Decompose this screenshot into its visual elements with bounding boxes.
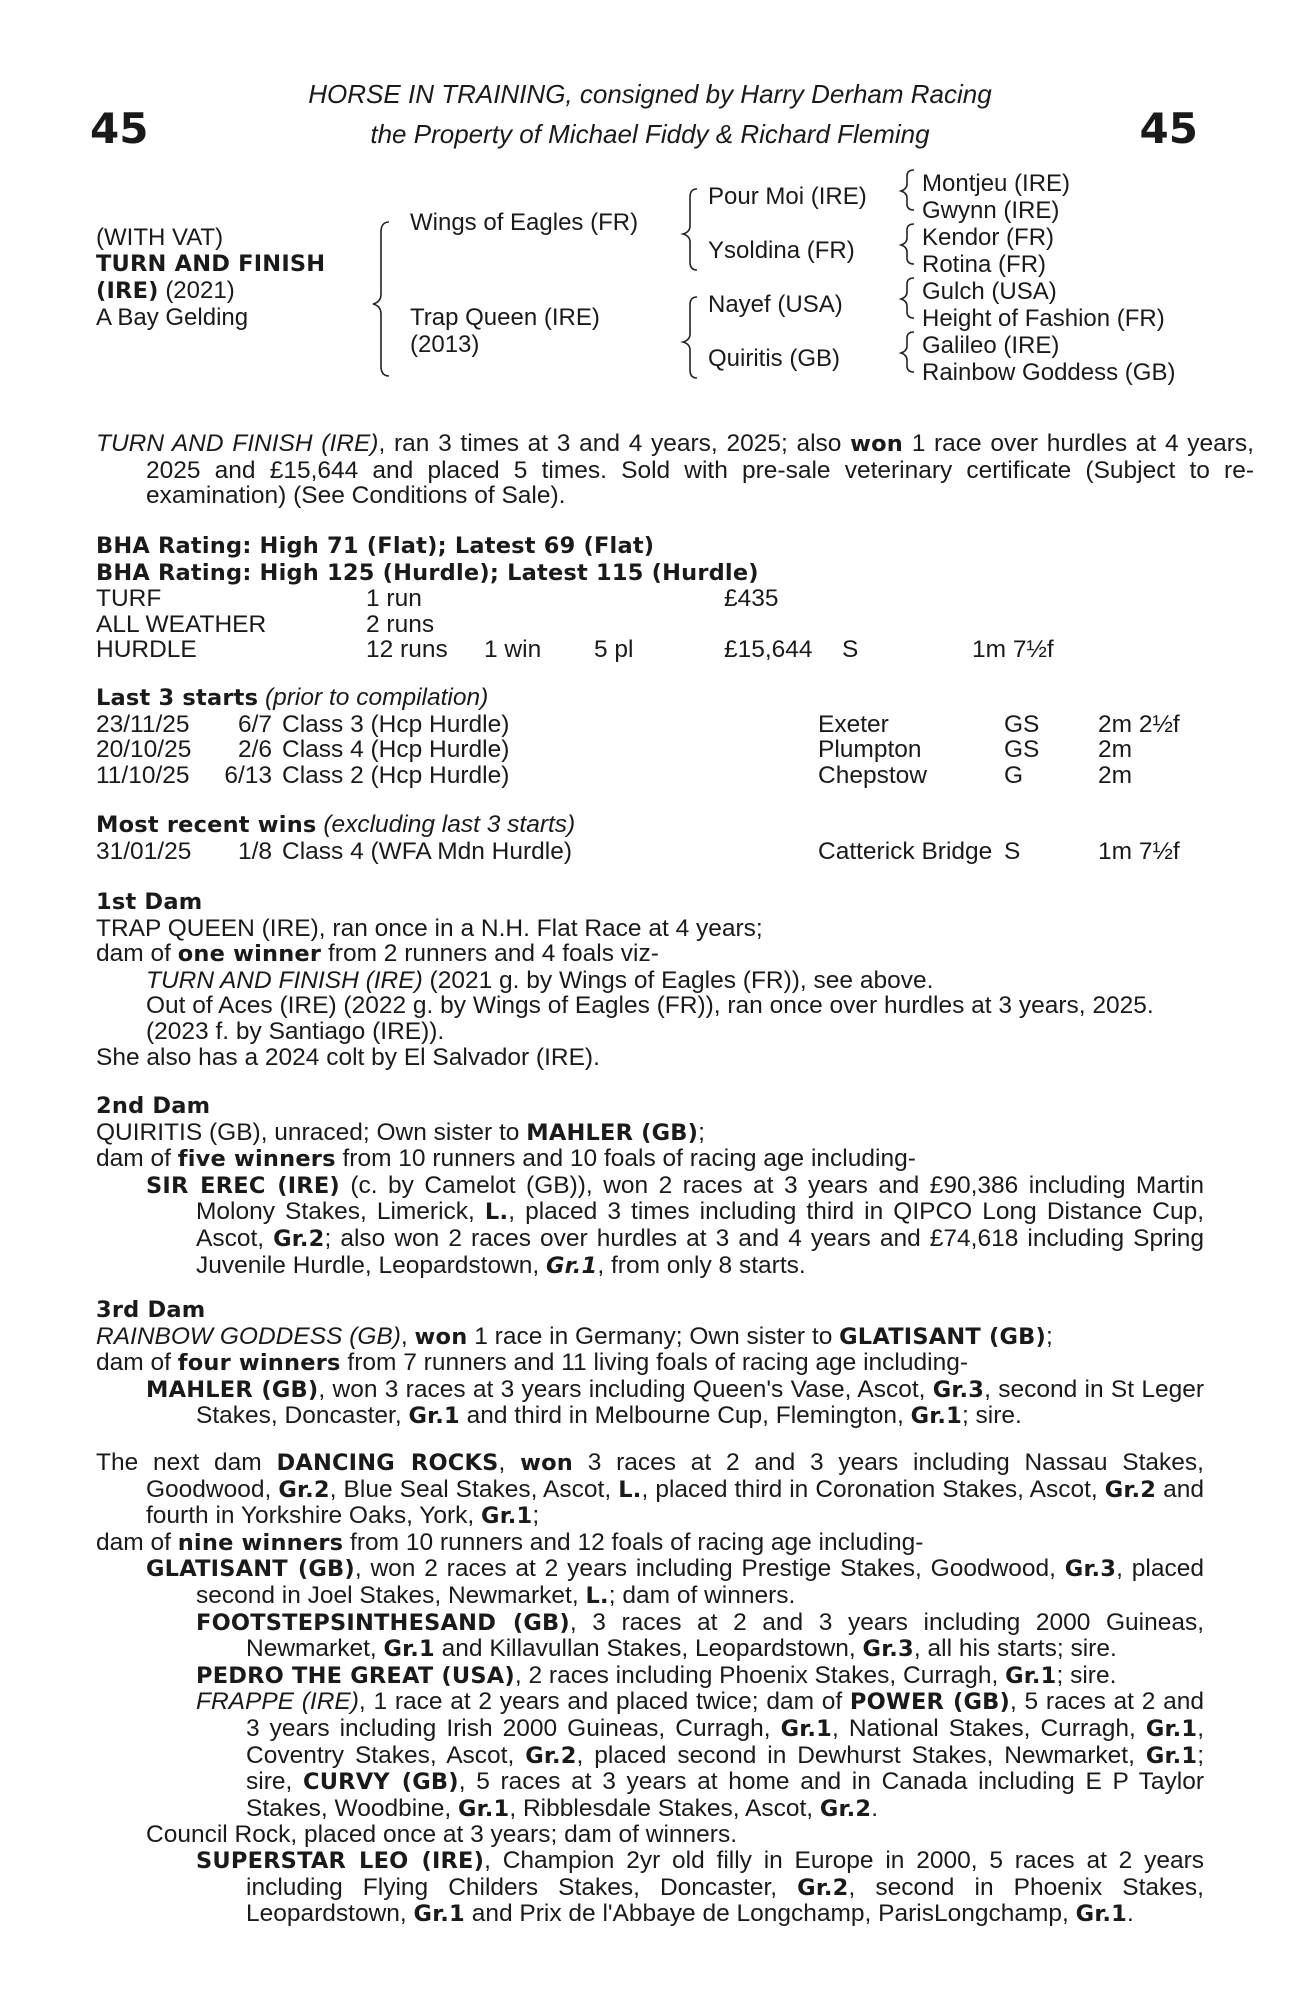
cell-pos: 2/6 [237, 736, 272, 764]
last-starts-block [96, 685, 1204, 788]
brace-g3-3 [901, 278, 914, 318]
progeny-sir-erec: SIR EREC (IRE) (c. by Camelot (GB)), won 2 races at 3 years and £90,386 including Martin Molony Stakes, Limerick, L., placed 3 times including third in QIPCO Long Distance Cup, Ascot, Gr.2; also won 2 races over hurdles at 3 and 4 years and £74,618 including Spring Juvenile Hurdle, Leopardstown, Gr.1, from only 8 starts. [146, 1171, 1204, 1279]
race-summary: TURN AND FINISH (IRE), ran 3 times at 3 and 4 years, 2025; also won 1 race over hurdles at 4 years, 2025 and £15,644 and placed 5 times. Sold with pre-sale veterinary certificate (Subject to re-examination) (See Conditions of Sale). [96, 430, 1254, 510]
dam-name: Trap Queen (IRE) [410, 304, 600, 331]
last-starts-heading: Last 3 starts (prior to compilation) [96, 684, 489, 711]
first-dam-record: dam of one winner from 2 runners and 4 foals viz- [96, 940, 659, 968]
cell-date: 11/10/25 [96, 761, 190, 789]
first-dam-section [96, 889, 1204, 1070]
cell-runs: 2 runs [366, 610, 435, 638]
cell-going: S [1004, 837, 1021, 865]
last3-row [96, 712, 1204, 738]
cell-course: Plumpton [818, 736, 922, 764]
cell-prize: £15,644 [724, 636, 813, 664]
foal-turn-and-finish: TURN AND FINISH (IRE) (2021 g. by Wings of Eagles (FR)), see above. [146, 966, 934, 994]
sire-name: Wings of Eagles (FR) [410, 209, 639, 236]
cell-surface: ALL WEATHER [96, 610, 267, 638]
cell-pos: 1/8 [237, 837, 272, 865]
cell-course: Exeter [818, 710, 889, 738]
gen3-1: Ysoldina (FR) [708, 237, 855, 264]
progeny-frappe: FRAPPE (IRE), 1 race at 2 years and placed twice; dam of POWER (GB), 5 races at 2 and 3 years including Irish 2000 Guineas, Curragh, Gr.1, National Stakes, Curragh, Gr.1, Coventry Stakes, Ascot, Gr.2, placed second in Dewhurst Stakes, Newmarket, Gr.1; sire, CURVY (GB), 5 races at 3 years at home and in Canada including E P Taylor Stakes, Woodbine, Gr.1, Ribblesdale Stakes, Ascot, Gr.2. [196, 1688, 1205, 1822]
progeny-pedro-the-great: PEDRO THE GREAT (USA), 2 races including Phoenix Stakes, Curragh, Gr.1; sire. [196, 1661, 1117, 1689]
brace-g3-4 [901, 332, 914, 372]
dam-year: (2013) [410, 331, 480, 358]
third-dam-section [96, 1297, 1204, 1430]
last-starts-table [96, 712, 1204, 789]
cell-date: 31/01/25 [96, 837, 192, 865]
second-dam-line: QUIRITIS (GB), unraced; Own sister to MAHLER (GB); [96, 1118, 705, 1146]
progeny-mahler: MAHLER (GB), won 3 races at 3 years including Queen's Vase, Ascot, Gr.3, second in St Leger Stakes, Doncaster, Gr.1 and third in Melbourne Cup, Flemington, Gr.1; sire. [146, 1375, 1205, 1430]
rating-flat: BHA Rating: High 71 (Flat); Latest 69 (Flat) [96, 533, 655, 559]
ratings-block [96, 533, 1204, 663]
cell-going: GS [1004, 710, 1040, 738]
pedigree-braces [0, 0, 1315, 400]
brace-main [373, 222, 389, 376]
lot-number-left: 45 [90, 104, 149, 153]
first-dam-note: She also has a 2024 colt by El Salvador (IRE). [96, 1043, 600, 1071]
record-table [96, 586, 1204, 663]
next-dam-record: dam of nine winners from 10 runners and 12 foals of racing age including- [96, 1528, 924, 1556]
third-dam-heading: 3rd Dam [96, 1297, 206, 1323]
cell-date: 23/11/25 [96, 710, 190, 738]
record-row [96, 612, 1204, 638]
gen4-0: Montjeu (IRE) [922, 170, 1071, 197]
last3-row [96, 763, 1204, 789]
third-dam-record: dam of four winners from 7 runners and 11 living foals of racing age including- [96, 1349, 968, 1377]
next-dam-section [96, 1450, 1204, 1928]
cell-dist: 2m [1098, 761, 1133, 789]
horse-description: A Bay Gelding [96, 304, 249, 331]
recent-row [96, 839, 1204, 865]
cell-going: S [842, 636, 859, 664]
brace-sire [683, 189, 697, 270]
rating-hurdle: BHA Rating: High 125 (Hurdle); Latest 115 (Hurdle) [96, 559, 759, 586]
gen4-5: Height of Fashion (FR) [922, 305, 1165, 332]
brace-g3-2 [901, 224, 914, 264]
cell-course: Catterick Bridge [818, 837, 993, 865]
lot-number-right: 45 [1139, 104, 1198, 153]
cell-prize: £435 [724, 585, 779, 613]
cell-race: Class 4 (Hcp Hurdle) [282, 736, 510, 764]
cell-surface: HURDLE [96, 636, 197, 664]
cell-date: 20/10/25 [96, 736, 192, 764]
progeny-superstar-leo: SUPERSTAR LEO (IRE), Champion 2yr old filly in Europe in 2000, 5 races at 2 years including Flying Childers Stakes, Doncaster, Gr.2, second in Phoenix Stakes, Leopardstown, Gr.1 and Prix de l'Abbaye de Longchamp, ParisLongchamp, Gr.1. [196, 1846, 1205, 1928]
second-dam-record: dam of five winners from 10 runners and 10 foals of racing age including- [96, 1145, 916, 1173]
cell-dist: 2m [1098, 736, 1133, 764]
last3-row [96, 737, 1204, 763]
cell-going: G [1004, 761, 1024, 789]
second-dam-section [96, 1093, 1204, 1279]
cell-course: Chepstow [818, 761, 927, 789]
cell-dist: 1m 7½f [972, 636, 1054, 664]
progeny-footstepsinthesand: FOOTSTEPSINTHESAND (GB), 3 races at 2 and 3 years including 2000 Guineas, Newmarket, Gr.1 and Killavullan Stakes, Leopardstown, Gr.3, all his starts; sire. [196, 1608, 1204, 1663]
recent-wins-table [96, 839, 1204, 865]
cell-runs: 12 runs [366, 636, 448, 664]
progeny-glatisant: GLATISANT (GB), won 2 races at 2 years including Prestige Stakes, Goodwood, Gr.3, placed second in Joel Stakes, Newmarket, L.; dam of winners. [146, 1555, 1204, 1609]
horse-name-line1: TURN AND FINISH [96, 251, 326, 277]
cell-placed: 5 pl [594, 636, 634, 664]
consignor-line: HORSE IN TRAINING, consigned by Harry Derham Racing [308, 79, 992, 109]
recent-wins-heading: Most recent wins (excluding last 3 starts) [96, 811, 576, 838]
gen4-6: Galileo (IRE) [922, 332, 1060, 359]
cell-race: Class 4 (WFA Mdn Hurdle) [282, 837, 572, 865]
cell-race: Class 2 (Hcp Hurdle) [282, 761, 510, 789]
foal-2023: (2023 f. by Santiago (IRE)). [146, 1017, 445, 1045]
next-dam-line: The next dam DANCING ROCKS, won 3 races at 2 and 3 years including Nassau Stakes, Goodwood, Gr.2, Blue Seal Stakes, Ascot, L., placed third in Coronation Stakes, Ascot, Gr.2 and fourth in Yorkshire Oaks, York, Gr.1; [96, 1449, 1205, 1530]
cell-pos: 6/13 [224, 761, 272, 789]
first-dam-heading: 1st Dam [96, 889, 203, 915]
record-row [96, 637, 1204, 663]
horse-name-line2: (IRE) (2021) [96, 277, 235, 304]
cell-going: GS [1004, 736, 1040, 764]
cell-wins: 1 win [484, 636, 542, 664]
third-dam-line: RAINBOW GODDESS (GB), won 1 race in Germany; Own sister to GLATISANT (GB); [96, 1322, 1053, 1350]
cell-race: Class 3 (Hcp Hurdle) [282, 710, 510, 738]
cell-surface: TURF [96, 585, 162, 613]
brace-dam [683, 297, 697, 378]
cell-pos: 6/7 [237, 710, 272, 738]
first-dam-line: TRAP QUEEN (IRE), ran once in a N.H. Flat Race at 4 years; [96, 914, 763, 942]
record-row [96, 586, 1204, 612]
progeny-council-rock: Council Rock, placed once at 3 years; dam of winners. [146, 1821, 738, 1849]
gen3-0: Pour Moi (IRE) [708, 183, 867, 210]
cell-runs: 1 run [366, 585, 422, 613]
second-dam-heading: 2nd Dam [96, 1093, 211, 1119]
gen4-7: Rainbow Goddess (GB) [922, 359, 1176, 386]
gen4-2: Kendor (FR) [922, 224, 1055, 251]
gen4-3: Rotina (FR) [922, 251, 1047, 278]
property-line: the Property of Michael Fiddy & Richard Fleming [370, 119, 930, 149]
gen3-3: Quiritis (GB) [708, 345, 840, 372]
gen4-1: Gwynn (IRE) [922, 197, 1060, 224]
cell-dist: 1m 7½f [1098, 837, 1180, 865]
gen4-4: Gulch (USA) [922, 278, 1057, 305]
gen3-2: Nayef (USA) [708, 291, 843, 318]
cell-dist: 2m 2½f [1098, 710, 1180, 738]
brace-g3-1 [901, 170, 914, 210]
vat-label: (WITH VAT) [96, 224, 224, 251]
recent-wins-block [96, 812, 1204, 864]
foal-out-of-aces: Out of Aces (IRE) (2022 g. by Wings of Eagles (FR)), ran once over hurdles at 3 years, 2025. [146, 992, 1154, 1020]
